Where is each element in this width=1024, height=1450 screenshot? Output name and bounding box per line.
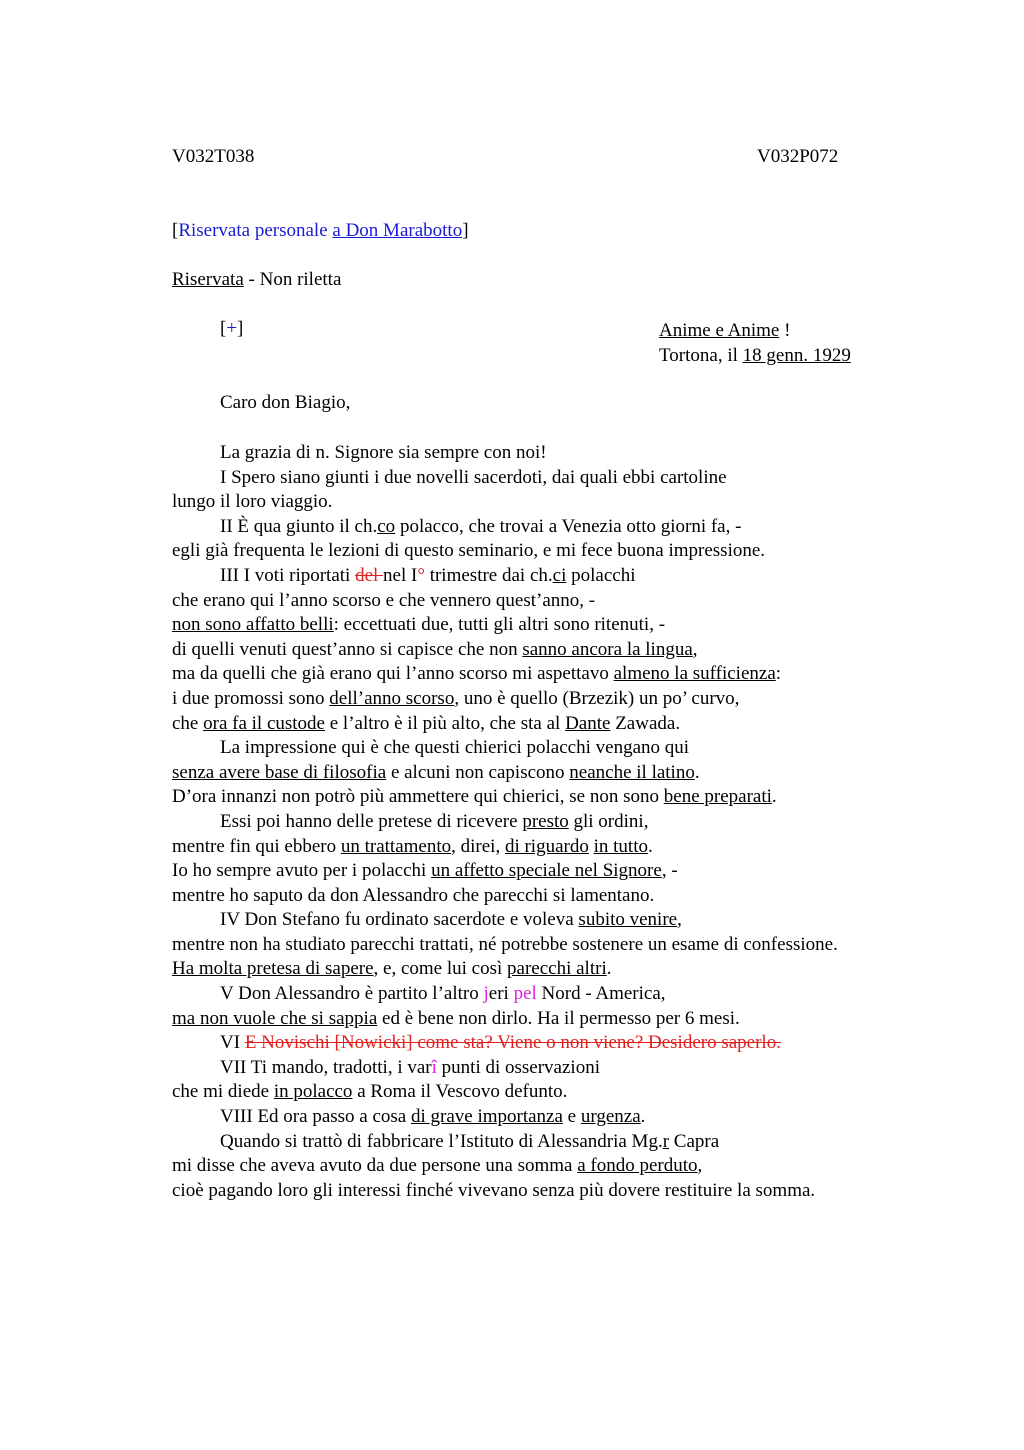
salutation: Caro don Biagio, — [220, 392, 351, 413]
body-line: IV Don Stefano fu ordinato sacerdote e voleva subito venire, — [220, 909, 682, 931]
body-line: egli già frequenta le lezioni di questo seminario, e mi fece buona impressione. — [172, 540, 766, 562]
letter-date: 18 genn. 1929 — [742, 345, 851, 366]
plus-symbol: + — [226, 318, 238, 339]
body-line: I Spero siano giunti i due novelli sacerdoti, dai quali ebbi cartoline — [220, 466, 727, 488]
body-line: che erano qui l’anno scorso e che vennero quest’anno, - — [172, 589, 596, 611]
riservata-line: Riservata - Non riletta — [172, 269, 342, 290]
body-line: III I voti riportati del nel I° trimestre dai ch.ci polacchi — [220, 564, 636, 586]
body-line: Ha molta pretesa di sapere, e, come lui così parecchi altri. — [172, 958, 612, 980]
body-line: i due promossi sono dell’anno scorso, uno è quello (Brzezik) un po’ curvo, — [172, 687, 740, 709]
body-line: ma non vuole che si sappia ed è bene non dirlo. Ha il permesso per 6 mesi. — [172, 1007, 740, 1029]
body-line: V Don Alessandro è partito l’altro jeri pel Nord - America, — [220, 983, 666, 1005]
body-line: di quelli venuti quest’anno si capisce che non sanno ancora la lingua, — [172, 638, 698, 660]
body-line: mentre non ha studiato parecchi trattati, né potrebbe sostenere un esame di confessione. — [172, 933, 838, 955]
place-date: Tortona, il 18 genn. 1929 — [659, 345, 851, 366]
dateline — [659, 318, 851, 368]
body-line: La impressione qui è che questi chierici polacchi vengano qui — [220, 737, 690, 759]
body-line: mi disse che aveva avuto da due persone una somma a fondo perduto, — [172, 1155, 703, 1177]
body-line: lungo il loro viaggio. — [172, 491, 333, 513]
header-note-part2: a Don Marabotto — [332, 220, 463, 241]
riservata-label: Riservata — [172, 269, 244, 290]
document-code-right: V032P072 — [757, 146, 839, 167]
body-line: VII Ti mando, tradotti, i varî punti di osservazioni — [220, 1056, 600, 1078]
body-line: mentre fin qui ebbero un trattamento, direi, di riguardo in tutto. — [172, 835, 653, 857]
body-line: VIII Ed ora passo a cosa di grave importanza e urgenza. — [220, 1106, 646, 1128]
body-line: D’ora innanzi non potrò più ammettere qui chierici, se non sono bene preparati. — [172, 786, 777, 808]
header-note: [Riservata personale a Don Marabotto] — [172, 220, 469, 241]
letter-body — [172, 441, 838, 1203]
body-line: Quando si trattò di fabbricare l’Istituto di Alessandria Mg.r Capra — [220, 1130, 720, 1152]
body-line: VI E Novischi [Nowicki] come sta? Viene o non viene? Desidero saperlo. — [220, 1032, 781, 1054]
header-note-part1: Riservata personale — [178, 220, 328, 241]
body-line: che ora fa il custode e l’altro è il più alto, che sta al Dante Zawada. — [172, 712, 681, 734]
deleted-text: E Novischi [Nowicki] come sta? Viene o non viene? Desidero saperlo. — [244, 1032, 781, 1054]
body-line: non sono affatto belli: eccettuati due, tutti gli altri sono ritenuti, - — [172, 614, 666, 636]
body-line: mentre ho saputo da don Alessandro che parecchi si lamentano. — [172, 884, 655, 906]
document-code-left: V032T038 — [172, 146, 255, 167]
body-line: Io ho sempre avuto per i polacchi un affetto speciale nel Signore, - — [172, 860, 678, 882]
body-line: cioè pagando loro gli interessi finché vivevano senza più dovere restituire la somma. — [172, 1179, 816, 1201]
body-line: che mi diede in polacco a Roma il Vescovo defunto. — [172, 1081, 568, 1103]
body-line: senza avere base di filosofia e alcuni non capiscono neanche il latino. — [172, 761, 700, 783]
motto: Anime e Anime ! — [659, 320, 791, 341]
body-line: ma da quelli che già erano qui l’anno scorso mi aspettavo almeno la sufficienza: — [172, 663, 782, 685]
body-line: La grazia di n. Signore sia sempre con noi! — [220, 442, 547, 463]
deleted-text: del — [355, 564, 384, 586]
body-line: Essi poi hanno delle pretese di ricevere presto gli ordini, — [220, 810, 649, 832]
plus-mark: [+] — [220, 318, 244, 339]
body-line: II È qua giunto il ch.co polacco, che trovai a Venezia otto giorni fa, - — [220, 515, 742, 537]
